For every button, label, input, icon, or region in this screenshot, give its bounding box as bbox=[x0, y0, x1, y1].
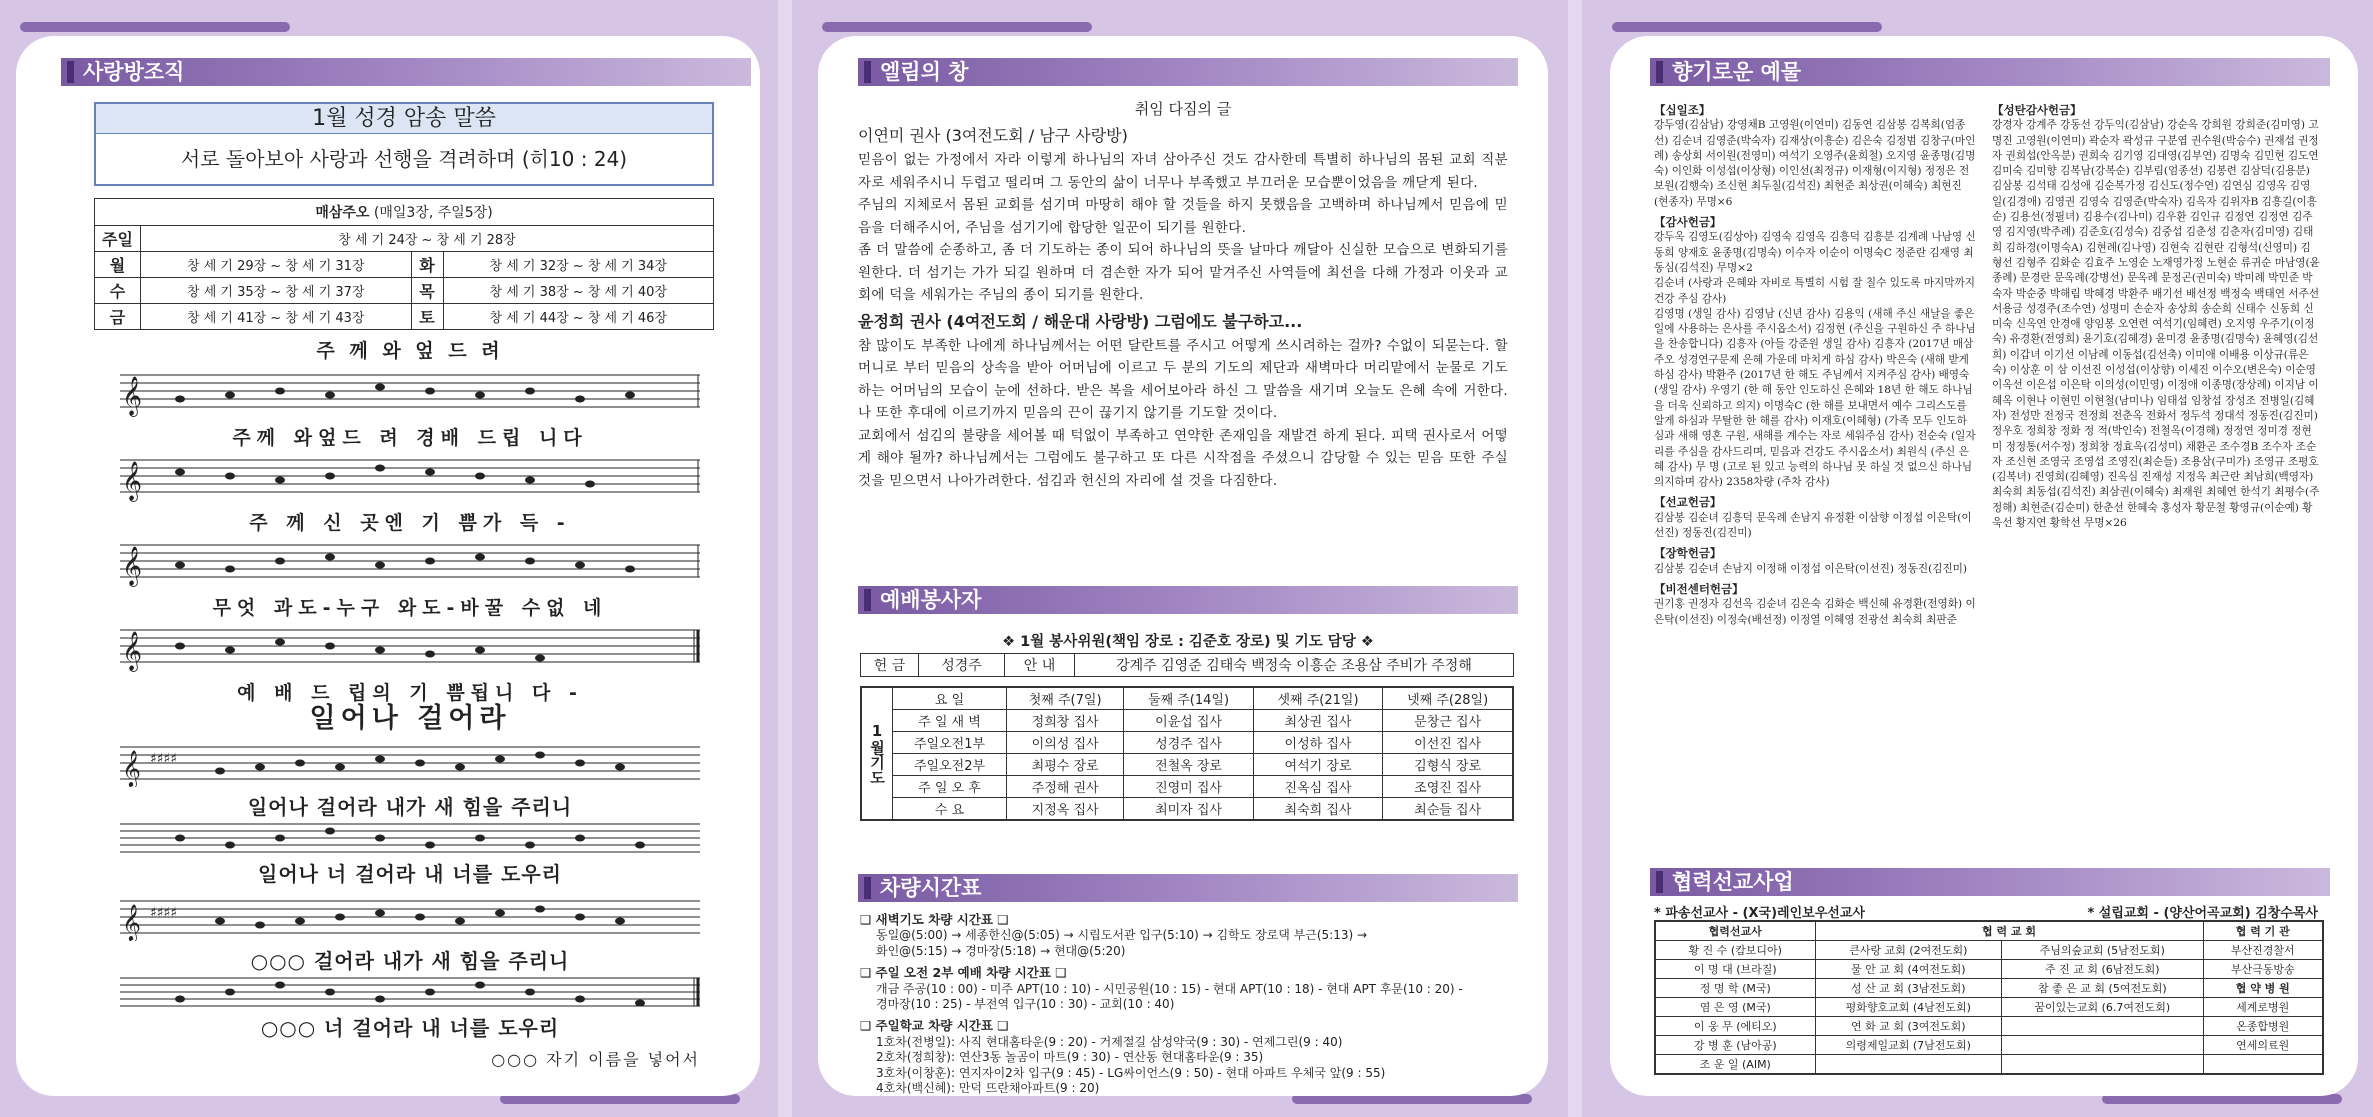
svg-text:𝄞: 𝄞 bbox=[122, 631, 143, 671]
table-row: 주 일 새 벽 정희창 집사 이윤섭 집사 최상권 집사 문창근 집사 bbox=[861, 710, 1513, 732]
music-staff bbox=[120, 739, 700, 791]
verse-title: 1월 성경 암송 말씀 bbox=[96, 104, 712, 134]
verse-text: 서로 돌아보아 사랑과 선행을 격려하며 (히10 : 24) bbox=[180, 147, 628, 171]
table-row: 주일오전2부 최평수 장로 전철옥 장로 여석기 장로 김형식 장로 bbox=[861, 754, 1513, 776]
music-notes-icon bbox=[120, 365, 700, 419]
panel-left bbox=[0, 0, 778, 1117]
section-title-elim: 엘림의 창 bbox=[858, 58, 1518, 86]
section-title-sarangbang: 사랑방조직 bbox=[61, 58, 751, 86]
table-row: 정 명 학 (M국) 성 산 교 회 (3남전도회) 참 좋 은 교 회 (5여전도회) 협 약 병 원 bbox=[1655, 979, 2323, 998]
table-row: 수 요 지정옥 집사 최미자 집사 최숙희 집사 최순들 집사 bbox=[861, 798, 1513, 821]
offering-list-col2: 【성탄감사헌금】 강경자 강계주 강동선 강두익(김삼남) 강순옥 강희원 강희준(김미영) 고명진 고영원(이연미) 곽순자 곽성규 구분엽 권수원(박승수) 권재섭 권정자 권희섭(안옥분) 권희숙 김기영 김대영(김부연) 김명숙 김민현 김도연 김미숙 김미향 김복남(강복순) 김부림(엄종선) 김봉련 김삼덕(김용분) 김삼봉 김석태 김성애 김순복가정 김신도(정수연) 김연심 김영옥 김영일(김경애) 김영권 김영숙 김영준(박숙자) 김옥자 김위자B 김흥길(이흥순) 김용선(정필녀) 김용수(김나미) 김우환 김인규 김정연 김정연 김주영 김지영(박주례) 김준호(김성숙) 김중섭 김춘성 김춘자(김미영) 김태희 김하경(이명숙A) 김현례(김나영) 김현숙 김현란 김형석(신영미) 김형선 김형주 김화순 김효주 노영순 노재영가정 노현순 류귀순 마남영(윤종례) 문경란 문옥례(강병선) 문옥례 문정곤(권미숙) 박미례 박민준 박숙자 박순중 박해림 박혜경 박환주 배기선 배선정 백정숙 백태연 서주선 서용금 성경주(조수연) 성명미 손순자 송상희 송순희 신태수 신동희 신미숙 신옥연 안경애 양임봉 오연련 여석기(임혜련) 오지영 우주기(이정숙) 유경환(전영희) 윤기호(김혜경) 윤미경 윤종명(김명숙) 윤혜영(김선희) 이갑녀 이기선 이남례 이동섭(김선축) 이미애 이배용 이상규(류은숙) 이상훈 이 삼 이선진 이성섭(이상향) 이세진 이수오(변은숙) 이순영 이옥선 이은섭 이은탁 이의성(이민영) 이정애 이종명(장상례) 이지남 이혜옥 이현나 이현민 이현철(남미나) 임태섭 임창섭 장성조 전병일(김혜자) 전성만 전정국 전정희 전춘옥 전화서 정두석 정대석 정동진(김진미) 정우호 정희창 정화 정 적(박인숙) 전철옥(이경해) 정정연 정미경 정현미 정정통(서수정) 정희창 정효옥(김성미) 채환곤 조수경B 조수자 조순자 조신현 조영국 조영섭 조영진(최순들) 조용삼(구미가) 조영규 조평호(김복녀) 진영희(김혜영) 진옥심 진재성 지정옥 최근란 최남희(백영자) 최숙희 최동섭(김석진) 최삼권(이혜숙) 최재원 최혜연 한석기 최평수(주정해) 최현준(김순미) 한춘선 한혜숙 홍성자 황문철 황영규(이순예) 황욱선 황지연 황학선 무명×26 bbox=[1992, 103, 2320, 530]
table-row: 조 운 일 (AIM) bbox=[1655, 1055, 2323, 1075]
song1-lyric-4: 예 배 드 립의 기 쁨됩니 다 - bbox=[237, 682, 583, 704]
section-title-bus: 차량시간표 bbox=[858, 874, 1518, 902]
committee-line: ❖ 1월 봉사위원(책임 장로 : 김준호 장로) 및 기도 담당 ❖ bbox=[1002, 634, 1374, 650]
music-staff bbox=[120, 450, 700, 508]
reading-row: 주일 창 세 기 24장 ~ 창 세 기 28장 bbox=[95, 226, 714, 252]
paragraph: 좀 더 말씀에 순종하고, 좀 더 기도하는 종이 되어 하나님의 뜻을 날마다 깨달아 신실한 모습으로 변화되기를 원한다. 더 섬기는 가가 되길 원하며 더 겸손한 자가 되어 맡겨주신 사역들에 최선을 다해 가정과 이웃과 교회에 덕을 세워가는 주님의 종이 되기를 원한다. bbox=[858, 242, 1508, 303]
music-staff bbox=[120, 820, 700, 858]
prayer-schedule-table: 1월기도 요 일 첫째 주(7일) 둘째 주(14일) 셋째 주(21일) 넷째 주(28일) 주 일 새 벽 정희창 집사 이윤섭 집사 최상권 집사 문창근 집사 주일오전1부 이의성 집사 성경주 집사 이성하 집사 이선진 집사 주일오전2부 최평수 장로 전철옥 장로 여석기 장로 김형식 장로 주 일 오 후 주정해 권사 진영미 집사 진옥심 집사 조영진 집사 수 요 지정옥 집사 최미자 집사 최숙희 집사 최순들 집사 bbox=[860, 686, 1514, 821]
bus-schedule bbox=[860, 912, 1520, 1096]
table-row: 주 일 오 후 주정해 권사 진영미 집사 진옥심 집사 조영진 집사 bbox=[861, 776, 1513, 798]
panel-middle-sheet bbox=[818, 36, 1548, 1096]
music-notes-icon bbox=[120, 974, 700, 1008]
article-heading: 취임 다짐의 글 bbox=[1134, 100, 1232, 118]
section-title-offerings: 향기로운 예물 bbox=[1650, 58, 2330, 86]
table-row: 이 웅 무 (에티오) 연 화 교 회 (3여전도회) 온종합병원 bbox=[1655, 1017, 2323, 1036]
song2 bbox=[120, 696, 700, 1070]
bus-section: ❑ 주일 오전 2부 예배 차량 시간표 ❑ 개금 주공(10 : 00) - 미주 APT(10 : 10) - 시민공원(10 : 15) - 현대 APT(10 : 18) - 현대 APT 후문(10 : 20) - 경마장(10 : 25) - 부전역 입구(10 : 30) - 교회(10 : 40) bbox=[860, 965, 1463, 1012]
paragraph: 믿음이 없는 가정에서 자라 이렇게 하나님의 자녀 삼아주신 것도 감사한데 특별히 하나님의 몸된 교회 직분자로 세워주시니 두렵고 떨리며 그 동안의 삶이 너무나 부족했고 부끄러운 모습뿐이었음을 깨닫게 된다. bbox=[858, 152, 1508, 191]
song2-title: 일어나 걸어라 bbox=[309, 703, 511, 734]
music-notes-icon bbox=[120, 535, 700, 589]
music-staff bbox=[120, 535, 700, 593]
music-notes-icon bbox=[120, 739, 700, 787]
section-title-worship: 예배봉사자 bbox=[858, 586, 1518, 614]
offering-table: 헌 금 성경주 안 내 강계주 김영준 김태숙 백정숙 이흥순 조용삼 주비가 주정해 bbox=[860, 653, 1514, 677]
svg-text:♯♯♯♯: ♯♯♯♯ bbox=[150, 905, 178, 921]
table-row: 염 은 영 (M국) 평화향호교회 (4남전도회) 꿈이있는교회 (6.7여전도회) 세계로병원 bbox=[1655, 998, 2323, 1017]
bus-section: ❑ 새벽기도 차량 시간표 ❑ 동일@(5:00) → 세종한신@(5:05) → 시립도서관 입구(5:10) → 김학도 장로댁 부근(5:13) → 화인@(5:15) → 경마장(5:18) → 현대@(5:20) bbox=[860, 912, 1368, 958]
offering-list-col1: 【십일조】 강두영(김삼남) 강영채B 고영원(이연미) 김동연 김삼봉 김복희(엄종선) 김순녀 김영준(박숙자) 김재상(이흥순) 김은숙 김정범 김창구(마인례) 송상회 서이원(전영미) 여석기 오영주(윤희철) 오지영 윤종명(김명숙) 이인화 이성섭(이상형) 이인선(최정규) 이재형(이지형) 정정은 전보원(김행숙) 조신현 최두칠(김석진) 최현준 최상권(이혜숙) 최현진(현종자) 무명×6 【감사헌금】 강두옥 김영도(김상아) 김영숙 김영옥 김흥덕 김흥분 김계례 나남영 신동희 양재호 윤종명(김명숙) 이수자 이순이 이명숙C 정준란 김재영 최동심(김석진) 무명×2 김순녀 (사랑과 은혜와 자비로 특별히 시험 잘 칠수 있도록 마지막까지 건강 주심 감사) 김영명 (생일 감사) 김영남 (신년 감사) 김용익 (새해 주신 새날을 좋은 일에 사용하는 은사를 주시옵소서) 김정현 (주신을 구원하신 주 하나님을 찬송합니다) 김흥자 (아들 강준원 생일 감사) 김흥자 (2017년 매삼주오 성경연구문제 은혜 가운데 마치게 하심 감사) 박은숙 (새해 받게 하심 감사) 박환주 (2017년 한 해도 주님께서 지켜주심 감사) 배영숙 (생일 감사) 우영기 (한 해 동안 인도하신 은혜와 18년 한 해도 하나님을 더욱 신뢰하고 의지) 이명숙C (한 해를 보내면서 예수 그리스도를 알게 하심과 무탈한 한 해를 감사) 이재호(이혜형) (가족 모두 인도하심과 새해 영혼 구원, 새해를 계수는 자로 세워주심 감사) 전순숙 (일자리를 주심을 감사드리며, 믿음과 건강도 주시옵소서) 최원식 (주신 은혜 감사) 무 명 (고로 된 있고 능력의 하나님 못 하실 것 없으신 하나님 의지하며 감사) 2358차량 (주차 감사) 【선교헌금】 김삼봉 김순녀 김흥덕 문옥례 손남지 유정환 이삼향 이정섭 이은탁(이선진) 정동진(김진미) 【장학헌금】 김삼봉 김순녀 손남지 이정해 이정섭 이은탁(이선진) 정동진(김진미) 【비전센터헌금】 권기홍 권정자 김선옥 김순녀 김은숙 김화순 백신혜 유경환(전영화) 이은탁(이선진) 이정숙(배선정) 이정열 이혜영 전광선 최숙희 최판준 bbox=[1654, 103, 1976, 626]
song2-lyric-1: 일어나 걸어라 내가 새 힘을 주리니 bbox=[247, 795, 573, 819]
music-notes-icon bbox=[120, 820, 700, 854]
panel-right-sheet bbox=[1610, 36, 2358, 1096]
section-title-mission: 협력선교사업 bbox=[1650, 868, 2330, 896]
svg-text:𝄞: 𝄞 bbox=[122, 376, 143, 416]
music-notes-icon bbox=[120, 893, 700, 941]
song2-note: ○○○ 자기 이름을 넣어서 bbox=[491, 1050, 700, 1069]
music-staff bbox=[120, 974, 700, 1012]
reading-row: 금 창 세 기 41장 ~ 창 세 기 43장 토 창 세 기 44장 ~ 창 세 기 46장 bbox=[95, 304, 714, 330]
song1 bbox=[120, 336, 700, 705]
song1-lyric-3: 무엇 과도-누구 와도-바꿀 수없 네 bbox=[212, 597, 608, 619]
author-1: 이연미 권사 (3여전도회 / 남구 사랑방) bbox=[858, 126, 1128, 145]
svg-text:𝄞: 𝄞 bbox=[122, 903, 141, 941]
table-row: 주일오전1부 이의성 집사 성경주 집사 이성하 집사 이선진 집사 bbox=[861, 732, 1513, 754]
table-row: 황 진 수 (캄보디아) 큰사랑 교회 (2여전도회) 주님의숲교회 (5남전도회) 부산진경찰서 bbox=[1655, 941, 2323, 960]
svg-text:𝄞: 𝄞 bbox=[122, 749, 141, 787]
reading-row: 수 창 세 기 35장 ~ 창 세 기 37장 목 창 세 기 38장 ~ 창 세 기 40장 bbox=[95, 278, 714, 304]
song1-lyric-1: 주께 와엎드 려 경배 드립 니다 bbox=[232, 427, 588, 449]
music-notes-icon bbox=[120, 620, 700, 674]
song1-title: 주 께 와 엎 드 려 bbox=[316, 340, 504, 362]
panel-right bbox=[1582, 0, 2373, 1117]
verse-box bbox=[94, 102, 714, 186]
panel-left-sheet bbox=[16, 36, 760, 1096]
song2-lyric-2: 일어나 너 걸어라 내 너를 도우리 bbox=[258, 862, 562, 886]
paragraph: 교회에서 섬김의 불량을 세어볼 때 턱없이 부족하고 연약한 존재임을 재발견 하게 된다. 피택 권사로서 어떻게 해야 될까? 하나님께서는 그럼에도 불구하고 또 다른 시작점을 주셨으니 감당할 수 있는 믿음 또한 주실 것을 믿으면서 나아가려한다. 섬김과 헌신의 자리에 설 것을 다짐한다. bbox=[858, 427, 1508, 489]
author-2: 윤정희 권사 (4여전도회 / 해운대 사랑방) 그럼에도 불구하고... bbox=[858, 311, 1303, 331]
mission-right: * 설립교회 - (양산어곡교회) 김창수목사 bbox=[2087, 906, 2318, 921]
svg-text:𝄞: 𝄞 bbox=[122, 461, 143, 501]
reading-title: 매삼주오 bbox=[315, 205, 370, 221]
music-staff bbox=[120, 893, 700, 945]
elim-article bbox=[858, 98, 1508, 492]
mission-table: 협력선교사 협 력 교 회 협 력 기 관 황 진 수 (캄보디아) 큰사랑 교회 (2여전도회) 주님의숲교회 (5남전도회) 부산진경찰서 이 명 대 (브라질) 물 안 교 회 (4여전도회) 주 진 교 회 (6남전도회) 부산극동방송 정 명 학 (M국) 성 산 교 회 (3남전도회) 참 좋 은 교 회 (5여전도회) 협 약 병 원 염 은 영 (M국) 평화향호교회 (4남전도회) 꿈이있는교회 (6.7여전도회) 세계로병원 이 웅 무 (에티오) 연 화 교 회 (3여전도회) 온종합병원 강 병 훈 (남아공) 의령제일교회 (7남전도회) 연세의료원 조 운 일 (AIM) bbox=[1654, 920, 2324, 1075]
music-staff bbox=[120, 365, 700, 423]
music-staff bbox=[120, 620, 700, 678]
paragraph: 참 많이도 부족한 나에게 하나님께서는 어떤 달란트를 주시고 어떻게 쓰시려하는 걸까? 수없이 되묻는다. 할머니로 부터 믿음의 상속을 받아 어머님에 이르고 두 분의 기도의 제단과 새벽마다 머리맡에서 눈물로 기도하는 어머님의 모습이 눈에 선하다. 받은 복을 세어보아라 하신 그 말씀을 새기며 오늘도 은혜 속에 거한다. 나 또한 후대에 이르기까지 믿음의 끈이 끊기지 않기를 기도할 것이다. bbox=[858, 337, 1508, 421]
panel-middle bbox=[792, 0, 1568, 1117]
table-row: 이 명 대 (브라질) 물 안 교 회 (4여전도회) 주 진 교 회 (6남전도회) 부산극동방송 bbox=[1655, 960, 2323, 979]
svg-text:♯♯♯♯: ♯♯♯♯ bbox=[150, 751, 178, 767]
song2-lyric-4: ○○○ 너 걸어라 내 너를 도우리 bbox=[260, 1016, 560, 1040]
reading-row: 월 창 세 기 29장 ~ 창 세 기 31장 화 창 세 기 32장 ~ 창 세 기 34장 bbox=[95, 252, 714, 278]
music-notes-icon bbox=[120, 450, 700, 504]
table-row: 강 병 훈 (남아공) 의령제일교회 (7남전도회) 연세의료원 bbox=[1655, 1036, 2323, 1055]
svg-text:𝄞: 𝄞 bbox=[122, 546, 143, 586]
song1-lyric-2: 주 께 신 곳엔 기 쁨가 득 - bbox=[249, 512, 571, 534]
paragraph: 주님의 지체로서 몸된 교회를 섬기며 마땅히 해야 할 것들을 하지 못했음을 고백하며 하나님께서 믿음에 믿음을 더해주시어, 주님을 섬기기에 합당한 일꾼이 되기를 원한다. bbox=[858, 197, 1508, 236]
reading-table bbox=[94, 198, 714, 330]
bus-section: ❑ 주일학교 차량 시간표 ❑ 1호차(전병일): 사직 현대홈타운(9 : 20) - 거제절길 삼성약국(9 : 30) - 연제그린(9 : 40) 2호차(정희창): 연산3동 놀곰이 마트(9 : 30) - 연산동 현대홈타운(9 : 35) 3호차(이창훈): 연지자이2차 입구(9 : 45) - LG싸이언스(9 : 50) - 현대 아파트 우체국 앞(9 : 55) 4호차(백신혜): 만덕 뜨란채아파트(9 : 20) bbox=[860, 1018, 1386, 1096]
reading-sub: (매일3장, 주일5장) bbox=[373, 205, 493, 221]
mission-left: * 파송선교사 - (X국)레인보우선교사 bbox=[1654, 906, 1865, 921]
song2-lyric-3: ○○○ 걸어라 내가 새 힘을 주리니 bbox=[250, 949, 570, 973]
